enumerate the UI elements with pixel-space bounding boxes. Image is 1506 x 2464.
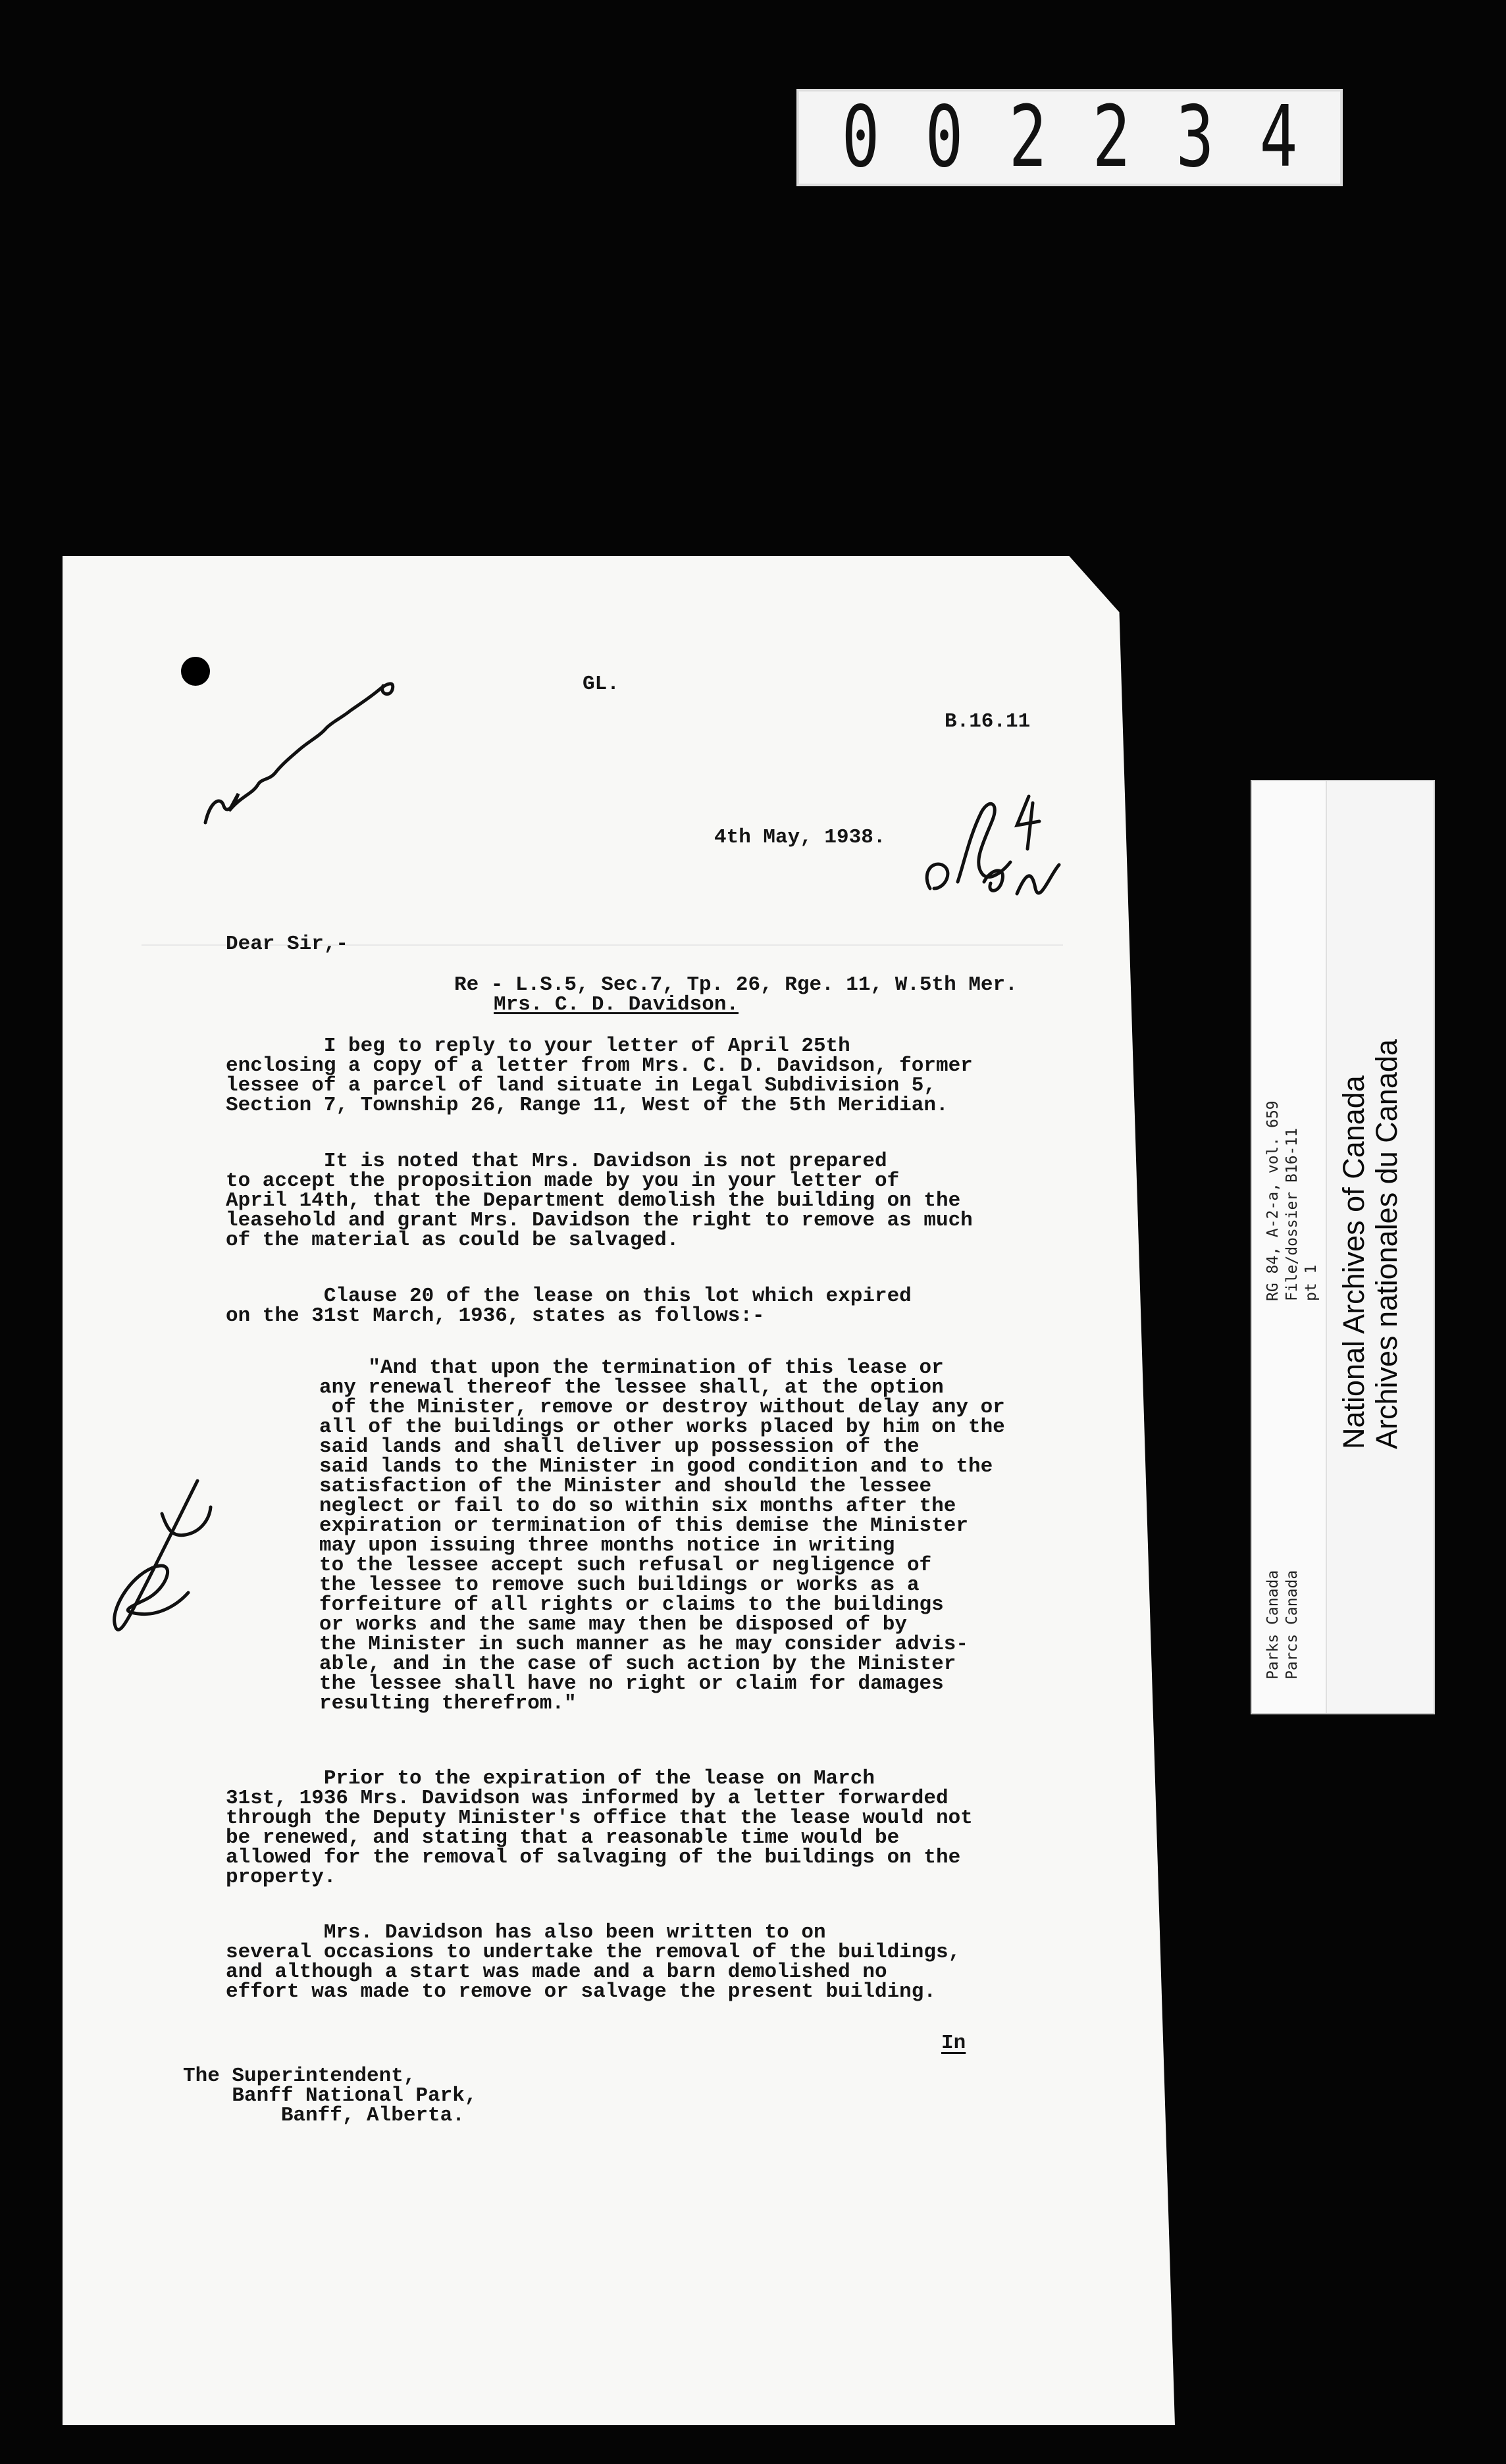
salutation: Dear Sir,- (226, 933, 349, 956)
archive-department (1264, 1570, 1302, 1680)
frame-digit: 0 (925, 88, 964, 186)
handwritten-annotation-top (197, 665, 408, 836)
frame-digit: 3 (1176, 88, 1214, 186)
frame-digit: 4 (1259, 88, 1298, 186)
paragraph: Mrs. Davidson has also been written to on several occasions to undertake the removal of the buildings, and although a start was made and a barn demolished no effort was made to remove or salvage the present building. (226, 1921, 961, 2003)
frame-number-counter (796, 89, 1343, 186)
archive-institution-line: National Archives of Canada (1337, 1075, 1370, 1449)
file-number: B.16.11 (945, 710, 1031, 733)
archive-label (1251, 780, 1435, 1714)
paragraph: I beg to reply to your letter of April 25th enclosing a copy of a letter from Mrs. C. D. Davidson, former lessee of a parcel of land situate in Legal Subdivision 5, Section 7, Township 26, Range 11, West of the 5th Meridian. (226, 1035, 973, 1117)
letter-date: 4th May, 1938. (714, 826, 886, 849)
paragraph: Prior to the expiration of the lease on March 31st, 1936 Mrs. Davidson was informed by a letter forwarded through the Deputy Minister's office that the lease would not be renewed, and stating that a reasonable time would be allowed for the removal of salvaging of the buildings on the property. (226, 1767, 973, 1889)
archive-reference-line: RG 84, A-2-a, vol. 659 (1264, 1100, 1282, 1301)
recipient-address: The Superintendent, Banff National Park, Banff, Alberta. (183, 2065, 477, 2127)
archive-reference-line: pt 1 (1303, 1264, 1320, 1301)
archive-department-line: Parks Canada (1264, 1570, 1282, 1680)
frame-digit: 0 (841, 88, 880, 186)
handwritten-initial-margin (99, 1474, 224, 1645)
handwritten-initials (918, 783, 1089, 908)
quoted-clause: "And that upon the termination of this lease or any renewal thereof the lessee shall, at the option of the Minister, remove or destroy without delay any or all of the buildings or other works placed by him on the said lands and shall deliver up possession of the said lands to the Minister in good condition and to the satisfaction of the Minister and should the lessee neglect or fail to do so within six months after the expiration or termination of this demise the Minister may upon issuing three months notice in writing to the lessee accept such refusal or negligence of the lessee to remove such buildings or works as a forfeiture of all rights or claims to the buildings or works and the same may then be disposed of by the Minister in such manner as he may consider advis- able, and in the case of such action by the Minister the lessee shall have no right or claim for damages resulting therefrom." (319, 1356, 1005, 1715)
continuation-word: In (941, 2032, 966, 2055)
paragraph: Clause 20 of the lease on this lot which expired on the 31st March, 1936, states as follows:- (226, 1285, 912, 1327)
paragraph: It is noted that Mrs. Davidson is not prepared to accept the proposition made by you in your letter of April 14th, that the Department demolish the building on the leasehold and grant Mrs. Davidson the right to remove as much of the material as could be salvaged. (226, 1150, 973, 1252)
archive-reference-line: File/dossier B16-11 (1284, 1127, 1301, 1301)
archive-institution (1337, 1039, 1403, 1449)
subject-name: Mrs. C. D. Davidson. (494, 993, 739, 1016)
file-initials: GL. (583, 673, 619, 696)
archive-reference (1264, 1100, 1321, 1301)
frame-digit: 2 (1092, 88, 1131, 186)
frame-digit: 2 (1008, 88, 1047, 186)
subject-line: Re - L.S.5, Sec.7, Tp. 26, Rge. 11, W.5th Mer. (454, 973, 1018, 996)
archive-department-line: Parcs Canada (1284, 1570, 1301, 1680)
archive-institution-line: Archives nationales du Canada (1370, 1039, 1403, 1449)
